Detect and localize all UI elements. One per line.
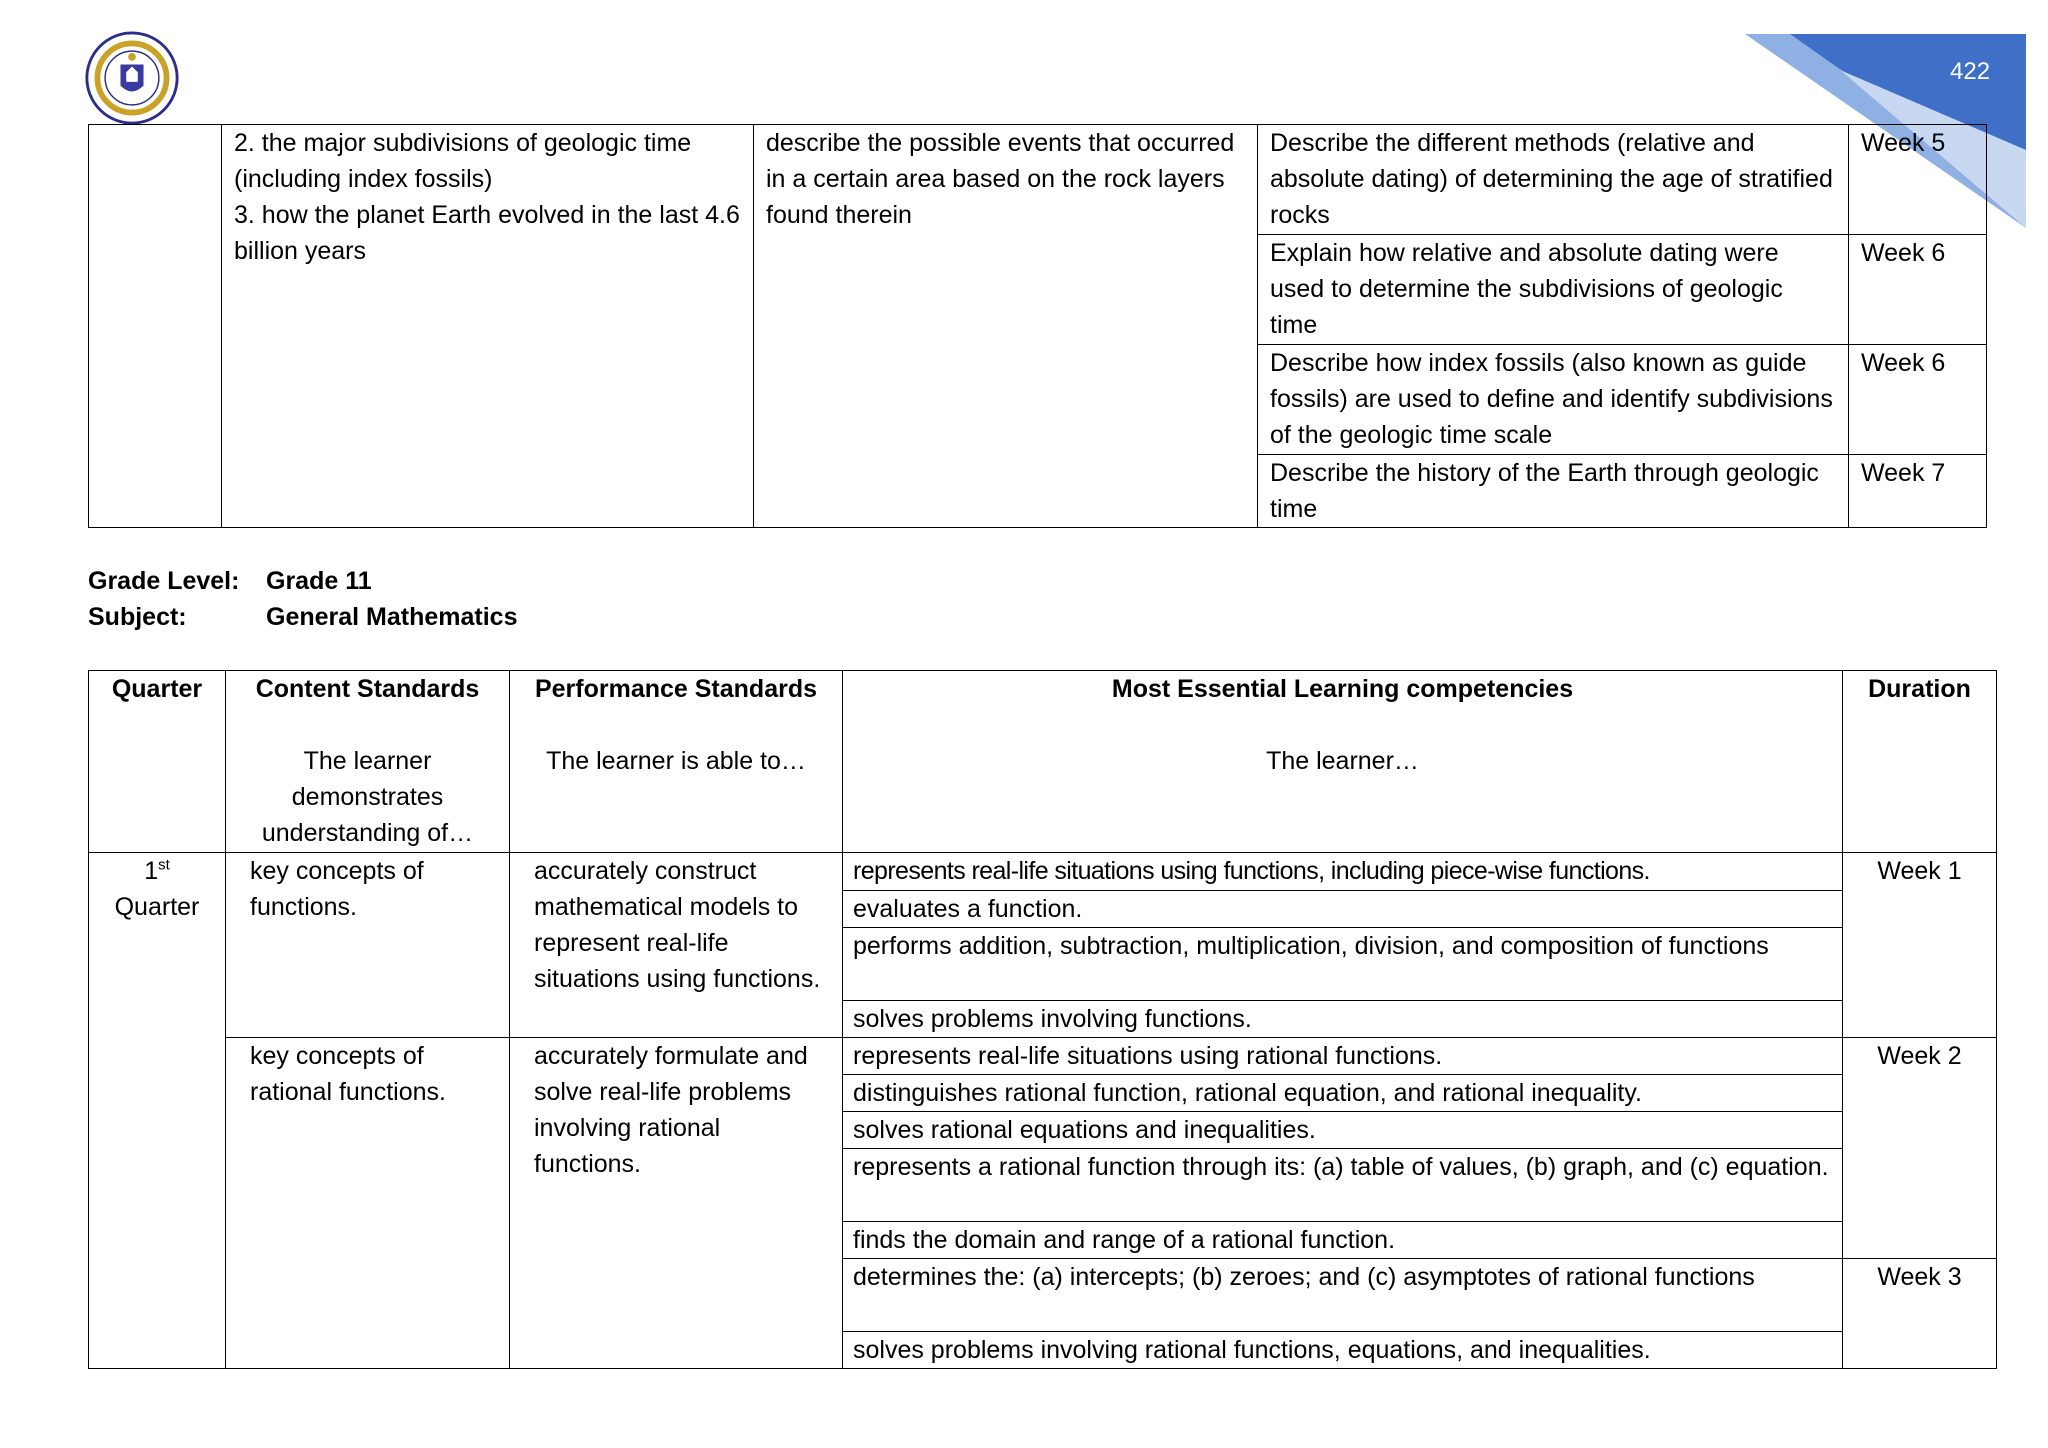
duration-cell: Week 1 [1843, 853, 1997, 1038]
quarter-word: Quarter [114, 893, 200, 921]
earth-science-continuation-table [88, 124, 1987, 528]
duration-cell: Week 5 [1849, 125, 1987, 235]
header-content-standards [226, 671, 510, 853]
grade-level-label: Grade Level: [88, 567, 240, 595]
competency-cell: Describe the history of the Earth through geologic time [1258, 455, 1849, 528]
content-item: 2. the major subdivisions of geologic time (including index fossils) [234, 129, 692, 193]
performance-standards-cell: describe the possible events that occurred in a certain area based on the rock layers found therein [754, 125, 1258, 528]
general-mathematics-table [88, 670, 1997, 1369]
header-melc [843, 671, 1843, 853]
performance-standard: accurately formulate and solve real-life problems involving rational functions. [510, 1038, 843, 1369]
duration-cell: Week 3 [1843, 1259, 1997, 1369]
header-duration [1843, 671, 1997, 853]
competency-cell: performs addition, subtraction, multiplication, division, and composition of functions [843, 928, 1843, 1001]
deped-seal-icon [84, 30, 180, 126]
competency-cell: Describe the different methods (relative and absolute dating) of determining the age of stratified rocks [1258, 125, 1849, 235]
competency-cell: determines the: (a) intercepts; (b) zeroes; and (c) asymptotes of rational functions [843, 1259, 1843, 1332]
subject-label: Subject: [88, 603, 187, 631]
grade-level-line [88, 563, 372, 599]
competency-cell: represents real-life situations using rational functions. [843, 1038, 1843, 1075]
competency-cell: Describe how index fossils (also known as guide fossils) are used to define and identify subdivisions of the geologic time scale [1258, 345, 1849, 455]
performance-standard: accurately construct mathematical models to represent real-life situations using functions. [510, 853, 843, 1038]
duration-cell: Week 7 [1849, 455, 1987, 528]
header-performance-sub: The learner is able to… [546, 747, 806, 775]
page-number: 422 [1950, 58, 1991, 85]
header-melc-label: Most Essential Learning competencies [1111, 675, 1574, 703]
content-item: 3. how the planet Earth evolved in the last 4.6 billion years [234, 201, 740, 265]
duration-cell: Week 2 [1843, 1038, 1997, 1259]
grade-level-value: Grade 11 [266, 567, 372, 595]
header-content-label: Content Standards [255, 675, 480, 703]
header-performance-label: Performance Standards [534, 675, 818, 703]
competency-cell: solves problems involving functions. [843, 1001, 1843, 1038]
header-performance-standards [510, 671, 843, 853]
header-melc-sub: The learner… [1266, 747, 1419, 775]
subject-line [88, 599, 518, 635]
competency-cell: distinguishes rational function, rational equation, and rational inequality. [843, 1075, 1843, 1112]
duration-cell: Week 6 [1849, 235, 1987, 345]
quarter-cell [89, 125, 222, 528]
competency-cell: Explain how relative and absolute dating were used to determine the subdivisions of geologic time [1258, 235, 1849, 345]
competency-cell: solves problems involving rational functions, equations, and inequalities. [843, 1332, 1843, 1369]
quarter-number: 1 [144, 857, 159, 885]
competency-cell: represents a rational function through its: (a) table of values, (b) graph, and (c) equation. [843, 1149, 1843, 1222]
content-standards-cell [222, 125, 754, 528]
header-content-sub: The learner demonstrates understanding of… [261, 747, 474, 847]
quarter-suffix: st [158, 856, 170, 874]
header-duration-label: Duration [1868, 675, 1971, 703]
competency-cell: finds the domain and range of a rational function. [843, 1222, 1843, 1259]
header-quarter-label: Quarter [111, 675, 203, 703]
duration-cell: Week 6 [1849, 345, 1987, 455]
content-standard: key concepts of functions. [226, 853, 510, 1038]
competency-cell: evaluates a function. [843, 891, 1843, 928]
competency-cell: solves rational equations and inequalities. [843, 1112, 1843, 1149]
competency-cell: represents real-life situations using functions, including piece-wise functions. [843, 853, 1843, 891]
subject-value: General Mathematics [266, 603, 518, 631]
content-standard: key concepts of rational functions. [226, 1038, 510, 1369]
quarter-cell [89, 853, 226, 1369]
header-quarter [89, 671, 226, 853]
